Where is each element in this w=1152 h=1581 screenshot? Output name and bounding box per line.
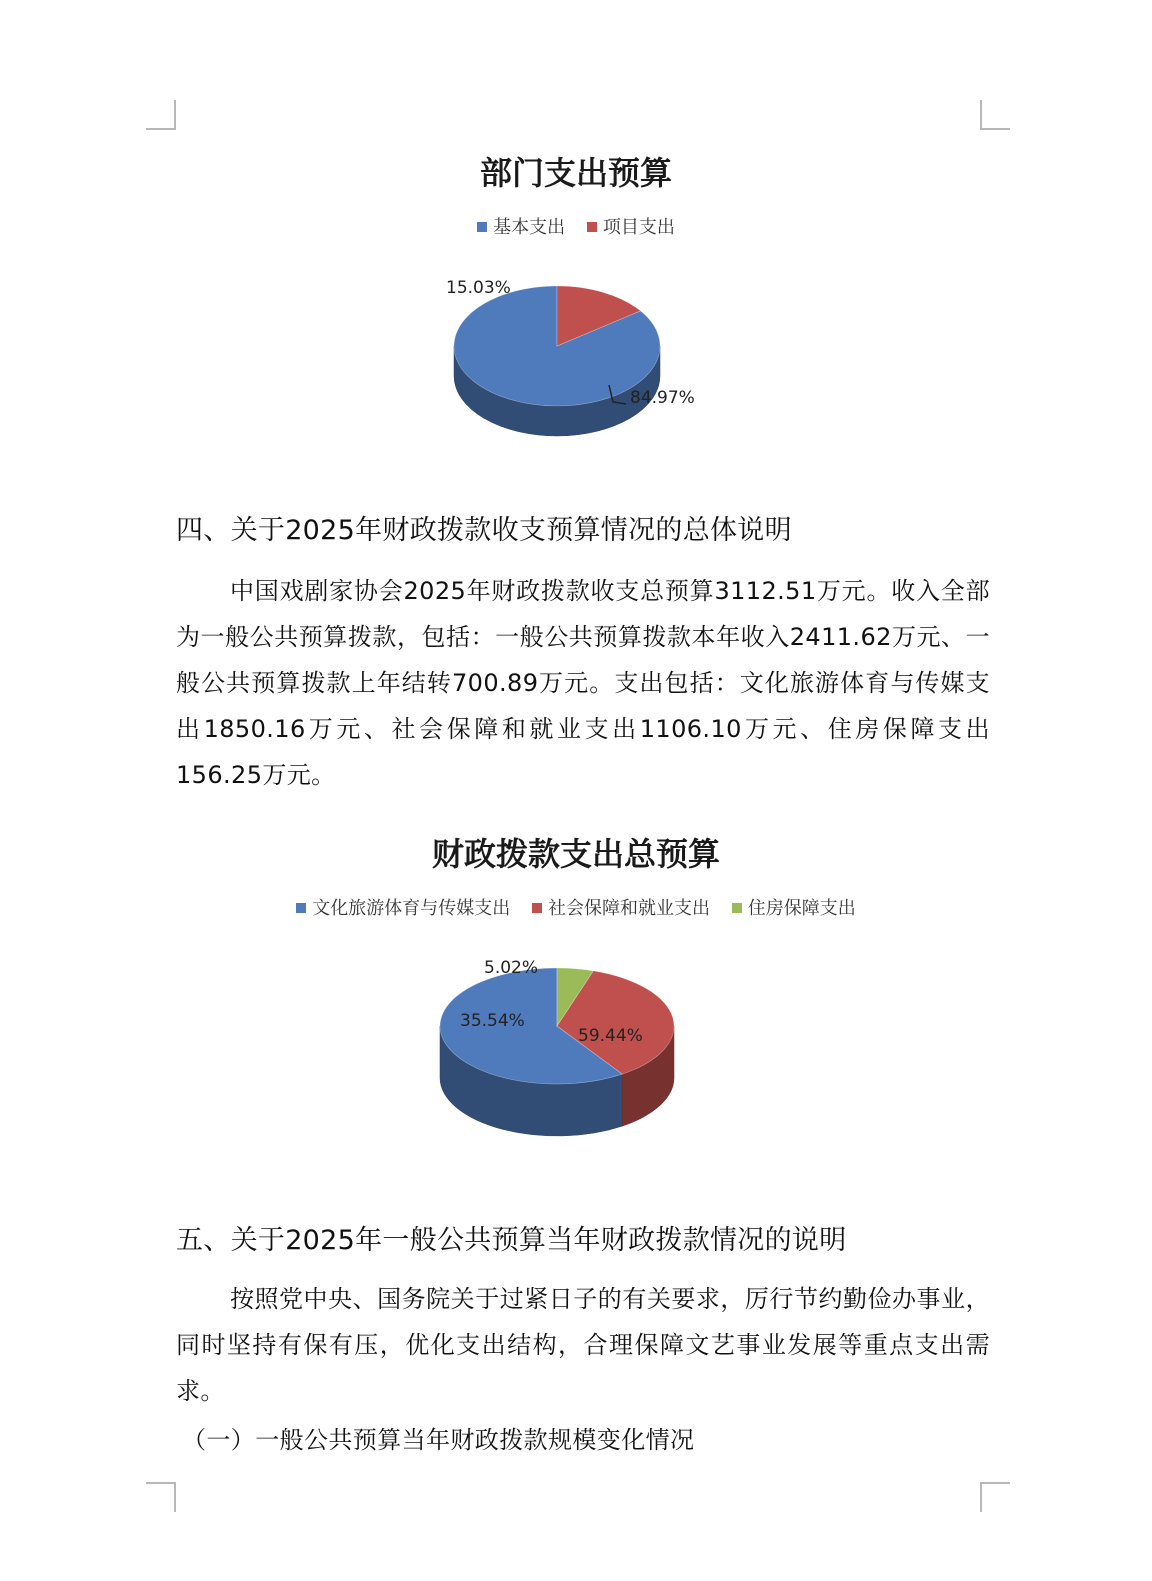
chart2-title: 财政拨款支出总预算 [431,835,720,873]
chart2-data-label: 5.02% [484,958,539,978]
section5-subheading: （一）一般公共预算当年财政拨款规模变化情况 [182,1426,695,1454]
section5-heading: 五、关于2025年一般公共预算当年财政拨款情况的说明 [176,1225,847,1256]
chart2-legend-label: 社会保障和就业支出 [548,898,710,919]
section5-paragraph: 按照党中央、国务院关于过紧日子的有关要求，厉行节约勤俭办事业，同时坚持有保有压，优化支出结构，合理保障文艺事业发展等重点支出需求。 [176,1285,990,1405]
chart1-title: 部门支出预算 [479,154,672,192]
chart2-legend-label: 住房保障支出 [747,898,856,919]
chart1-legend-label: 基本支出 [493,217,566,238]
section4-paragraph: 中国戏剧家协会2025年财政拨款收支总预算3112.51万元。收入全部为一般公共预算拨款，包括：一般公共预算拨款本年收入2411.62万元、一般公共预算拨款上年结转700.89万元。支出包括：文化旅游体育与传媒支出1850.16万元、社会保障和就业支出1106.10万元、住房保障支出156.25万元。 [176,577,990,789]
chart1-data-label: 84.97% [630,388,695,408]
chart2-data-label: 59.44% [578,1026,643,1046]
chart2-data-label: 35.54% [460,1011,525,1031]
chart1-data-label: 15.03% [446,278,511,298]
chart1-legend-label: 项目支出 [602,217,675,238]
chart2-legend-label: 文化旅游体育与传媒支出 [312,898,511,919]
section4-heading: 四、关于2025年财政拨款收支预算情况的总体说明 [176,515,792,546]
